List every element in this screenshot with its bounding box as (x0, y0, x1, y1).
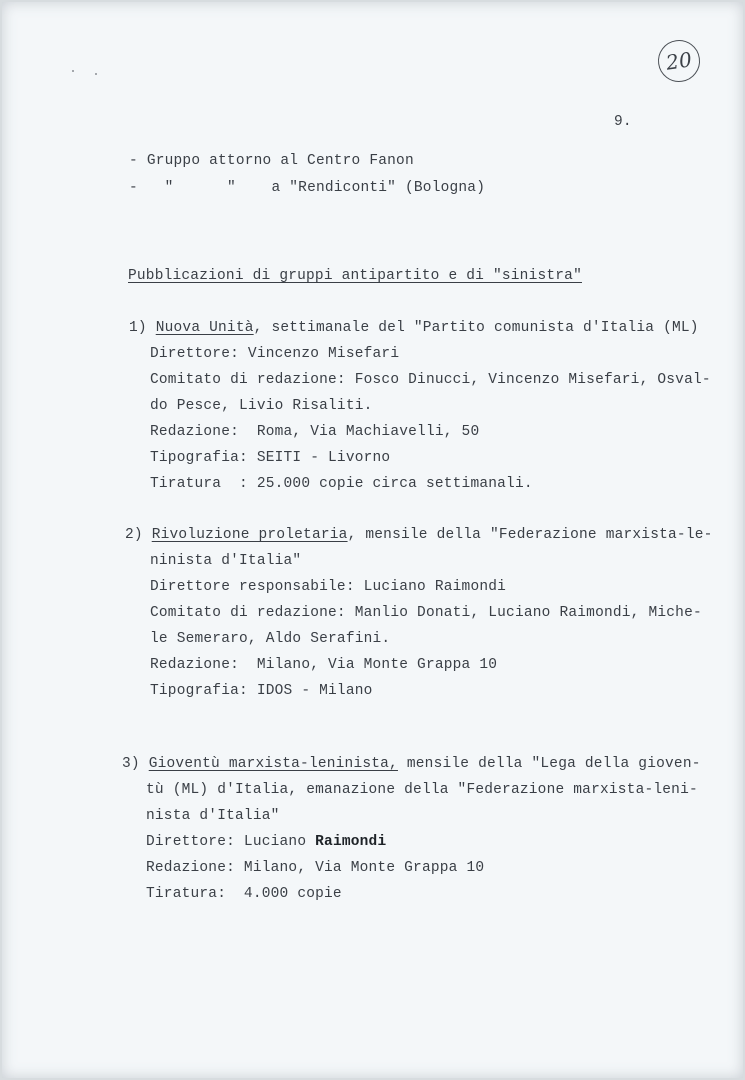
publication-description: , settimanale del "Partito comunista d'Italia (ML) (253, 320, 699, 336)
publication-title: Gioventù marxista-leninista, (148, 756, 398, 772)
publication-1-detail: Tiratura : 25.000 copie circa settimanali. (150, 476, 533, 492)
group-bullet: - (129, 180, 138, 196)
publication-3-header (122, 755, 701, 773)
page-number: 9. (614, 114, 632, 130)
group-text: a "Rendiconti" (Bologna) (271, 180, 486, 196)
director-label: Direttore: Luciano (146, 834, 316, 850)
publication-1-detail: Direttore: Vincenzo Misefari (150, 346, 400, 362)
publication-3-detail: Tiratura: 4.000 copie (146, 886, 342, 902)
publication-1-detail: Comitato di redazione: Fosco Dinucci, Vincenzo Misefari, Osval- (150, 372, 711, 388)
publication-2-detail: Comitato di redazione: Manlio Donati, Luciano Raimondi, Miche- (150, 605, 702, 621)
publication-1-header (129, 319, 699, 337)
publication-1-detail: Tipografia: SEITI - Livorno (150, 450, 391, 466)
publication-2-continuation: ninista d'Italia" (150, 553, 302, 569)
director-surname: Raimondi (315, 834, 387, 850)
publication-1-detail: Redazione: Roma, Via Machiavelli, 50 (150, 424, 480, 440)
publication-3-continuation: nista d'Italia" (146, 808, 280, 824)
publication-number: 1) (129, 320, 147, 336)
paper-speck (72, 70, 74, 72)
publication-1-detail: do Pesce, Livio Risaliti. (150, 398, 373, 414)
publication-3-continuation: tù (ML) d'Italia, emanazione della "Federazione marxista-leni- (146, 782, 698, 798)
publication-2-header (125, 526, 713, 544)
publication-2-detail: Redazione: Milano, Via Monte Grappa 10 (150, 657, 498, 673)
publication-description: , mensile della "Federazione marxista-le- (347, 527, 713, 543)
group-line-1 (129, 152, 414, 170)
paper-speck (95, 73, 97, 75)
publication-3-detail (146, 833, 386, 851)
document-page (2, 2, 743, 1078)
ditto-mark: " (164, 180, 174, 196)
publication-number: 2) (125, 527, 143, 543)
publication-title: Nuova Unità (155, 320, 254, 336)
group-bullet: - (129, 153, 138, 169)
publication-2-detail: le Semeraro, Aldo Serafini. (150, 631, 391, 647)
group-text: Gruppo attorno al Centro Fanon (146, 153, 414, 169)
ditto-mark: " (226, 180, 236, 196)
group-line-2 (129, 179, 485, 197)
publication-description: mensile della "Lega della gioven- (397, 756, 701, 772)
section-heading: Pubblicazioni di gruppi antipartito e di "sinistra" (128, 268, 582, 284)
publication-number: 3) (122, 756, 140, 772)
publication-2-detail: Tipografia: IDOS - Milano (150, 683, 373, 699)
publication-title: Rivoluzione proletaria (151, 527, 348, 543)
publication-2-detail: Direttore responsabile: Luciano Raimondi (150, 579, 507, 595)
publication-3-detail: Redazione: Milano, Via Monte Grappa 10 (146, 860, 485, 876)
archive-page-stamp: 20 (655, 37, 702, 84)
